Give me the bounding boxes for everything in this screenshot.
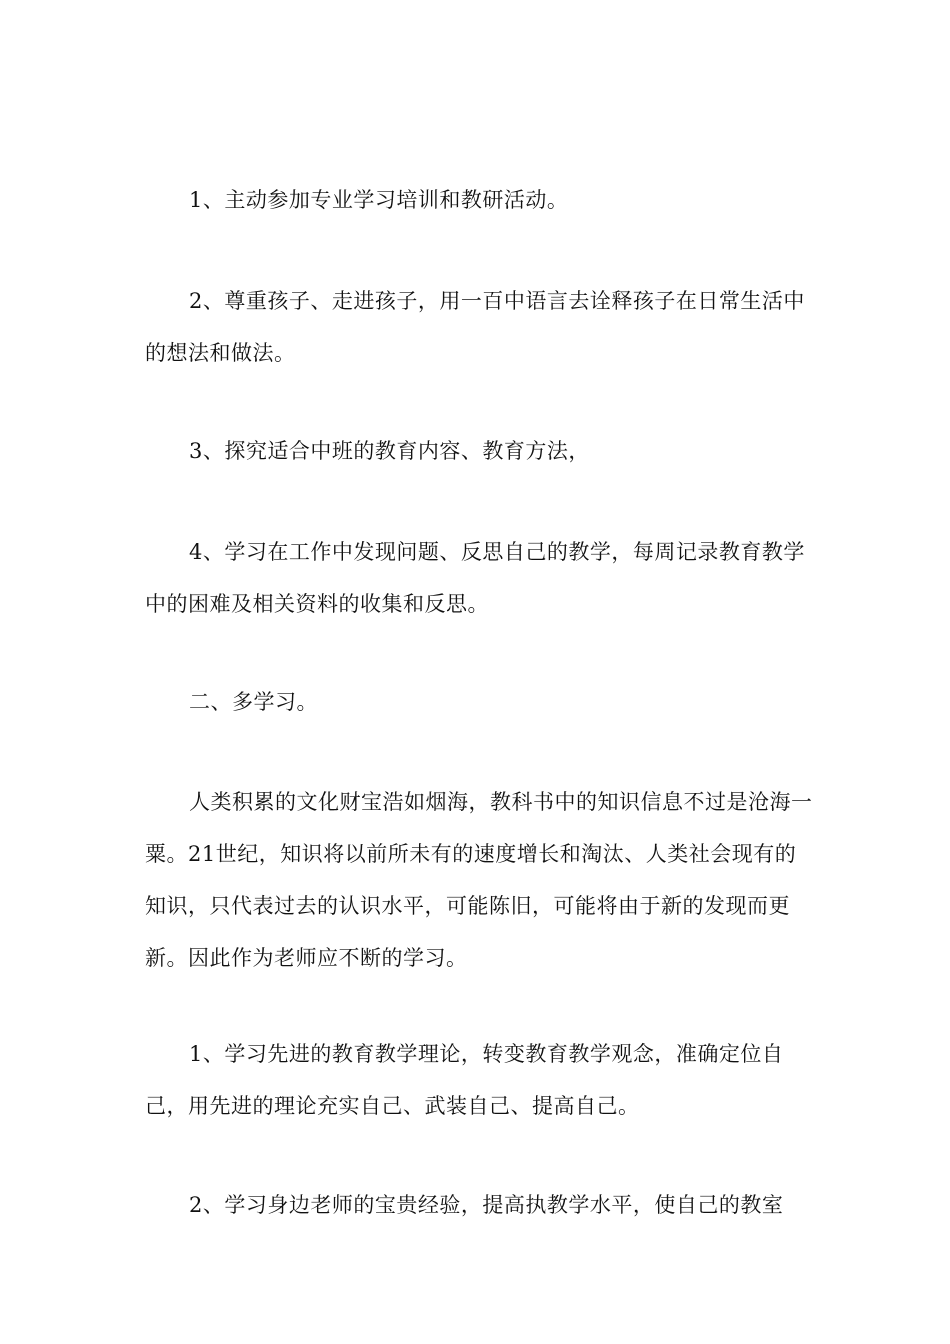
paragraph-item-4-reflect-teaching: 4、学习在工作中发现问题、反思自己的教学，每周记录教育教学中的困难及相关资料的收集和反思。 [145, 540, 805, 616]
paragraph-item-1-participate-training: 1、主动参加专业学习培训和教研活动。 [189, 188, 569, 212]
paragraph-knowledge-intro: 人类积累的文化财宝浩如烟海，教科书中的知识信息不过是沧海一粟。21世纪，知识将以前所未有的速度增长和淘汰、人类社会现有的知识，只代表过去的认识水平，可能陈旧，可能将由于新的发现而更新。因此作为老师应不断的学习。 [145, 790, 813, 970]
paragraph-item-2-respect-children: 2、尊重孩子、走进孩子，用一百中语言去诠释孩子在日常生活中的想法和做法。 [145, 289, 805, 365]
paragraph-item-1-learn-theory: 1、学习先进的教育教学理论，转变教育教学观念，准确定位自己，用先进的理论充实自己、武装自己、提高自己。 [145, 1042, 784, 1118]
paragraph-item-2-learn-experience: 2、学习身边老师的宝贵经验，提高执教学水平，使自己的教室 [189, 1193, 784, 1217]
paragraph-item-3-explore-content: 3、探究适合中班的教育内容、教育方法， [189, 439, 590, 463]
section-heading-study-more: 二、多学习。 [189, 690, 318, 714]
